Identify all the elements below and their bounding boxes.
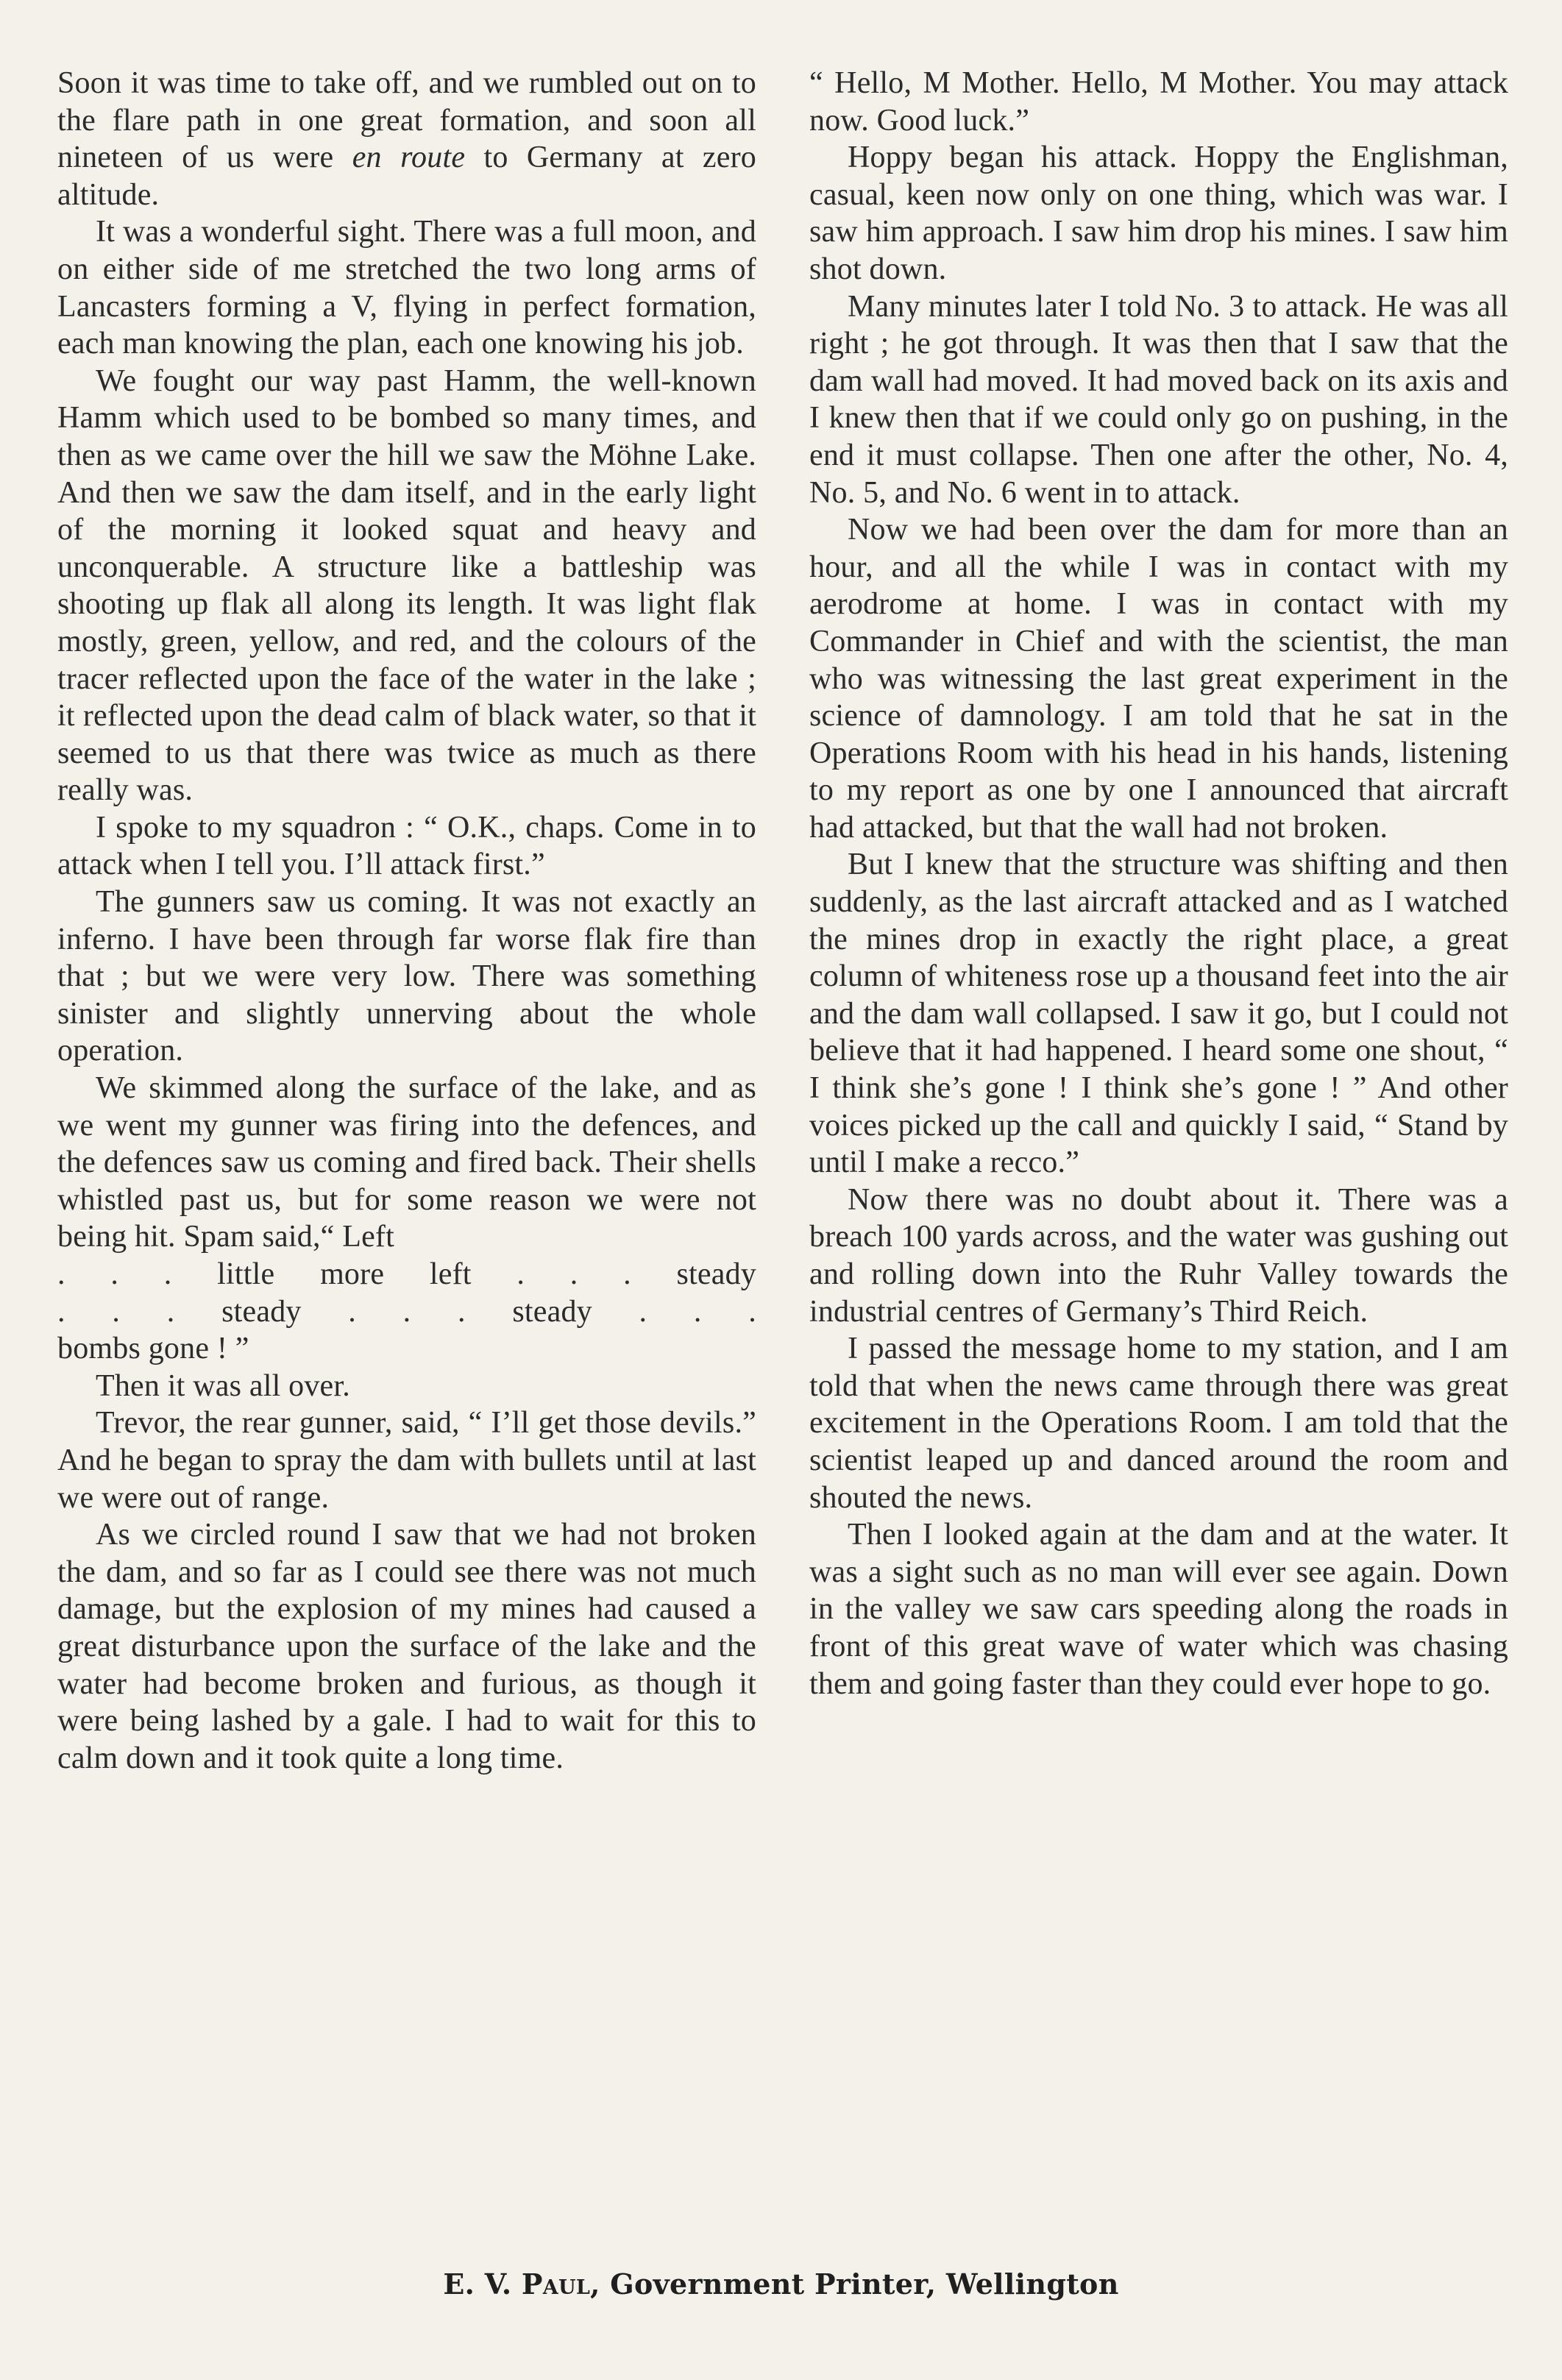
paragraph: Then it was all over. [96, 1368, 350, 1403]
paragraph: It was a wonderful sight. There was a full moon, and on either side of me stretched the two long arms of Lancasters forming a V, flying in perfect formation, each man knowing the plan, each one knowing his job. [57, 215, 756, 361]
paragraph: Now we had been over the dam for more than an hour, and all the while I was in contact with my aerodrome at home. I was in contact with my Commander in Chief and with the scientist, the man who was witnessing the last great experiment in the science of damnology. I am told that he sat in the Operations Room with his head in his hands, listening to my report as one by one I announced that aircraft had attacked, but that the wall had not broken. [809, 513, 1508, 845]
page [57, 65, 1508, 2257]
paragraph: We fought our way past Hamm, the well-known Hamm which used to be bombed so many times, and then as we came over the hill we saw the Möhne Lake. And then we saw the dam itself, and in the early light of the morning it looked squat and heavy and unconquerable. A structure like a battleship was shooting up flak all along its length. It was light flak mostly, green, yellow, and red, and the colours of the tracer reflected upon the face of the water in the lake ; it reflected upon the dead calm of black water, so that it seemed to us that there was twice as much as there really was. [57, 363, 756, 808]
paragraph: Now there was no doubt about it. There was a breach 100 yards across, and the water was gushing out and rolling down into the Ruhr Valley towards the industrial centres of Germany’s Third Reich. [809, 1182, 1508, 1329]
paragraph: I passed the message home to my station, and I am told that when the news came through there was great excitement in the Operations Room. I am told that the scientist leaped up and danced around the room and shouted the news. [809, 1332, 1508, 1515]
paragraph: I spoke to my squadron : “ O.K., chaps. Come in to attack when I tell you. I’ll attack first.” [57, 810, 756, 882]
paragraph: Then I looked again at the dam and at the water. It was a sight such as no man will ever see again. Down in the valley we saw cars speeding along the roads in front of this great wave of water which was chasing them and going faster than they could ever hope to go. [809, 1518, 1508, 1701]
printer-surname: Paul [521, 2267, 591, 2301]
paragraph-dots-line: . . . little more left . . . steady [57, 1257, 756, 1291]
paragraph: Many minutes later I told No. 3 to attack. He was all right ; he got through. It was then that I saw that the dam wall had moved. It had moved back on its axis and I knew then that if we could only go on pushing, in the end it must collapse. Then one after the other, No. 4, No. 5, and No. 6 went in to attack. [809, 289, 1508, 510]
paragraph: The gunners saw us coming. It was not exactly an inferno. I have been through far worse flak fire than that ; but we were very low. There was something sinister and slightly unnerving about the whole operation. [57, 885, 756, 1068]
paragraph: Trevor, the rear gunner, said, “ I’ll get those devils.” And he began to spray the dam with bullets until at last we were out of range. [57, 1406, 756, 1515]
left-column [57, 65, 756, 1777]
right-column [809, 65, 1508, 1702]
paragraph-continuation: bombs gone ! ” [57, 1332, 249, 1366]
paragraph-dots-line: . . . steady . . . steady . . . [57, 1294, 756, 1329]
paragraph: “ Hello, M Mother. Hello, M Mother. You may attack now. Good luck.” [809, 66, 1508, 138]
paragraph: We skimmed along the surface of the lake, and as we went my gunner was firing into the defences, and the defences saw us coming and fired back. Their shells whistled past us, but for some reason we were not being hit. Spam said,“ Left [57, 1071, 756, 1254]
printer-imprint: E. V. Paul, Government Printer, Wellington [443, 2267, 1119, 2301]
paragraph: Hoppy began his attack. Hoppy the Englishman, casual, keen now only on one thing, which was war. I saw him approach. I saw him drop his mines. I saw him shot down. [809, 141, 1508, 286]
paragraph: But I knew that the structure was shifting and then suddenly, as the last aircraft attacked and as I watched the mines drop in exactly the right place, a great column of whiteness rose up a thousand feet into the air and the dam wall collapsed. I saw it go, but I could not believe that it had happened. I heard some one shout, “ I think she’s gone ! I think she’s gone ! ” And other voices picked up the call and quickly I said, “ Stand by until I make a recco.” [809, 848, 1508, 1180]
paragraph: Soon it was time to take off, and we rumbled out on to the flare path in one great formation, and soon all nineteen of us were en route to Germany at zero altitude. [57, 66, 756, 212]
emphasis-en-route: en route [352, 141, 466, 175]
paragraph: As we circled round I saw that we had not broken the dam, and so far as I could see there was not much damage, but the explosion of my mines had caused a great disturbance upon the surface of the lake and the water had become broken and furious, as though it were being lashed by a gale. I had to wait for this to calm down and it took quite a long time. [57, 1518, 756, 1775]
